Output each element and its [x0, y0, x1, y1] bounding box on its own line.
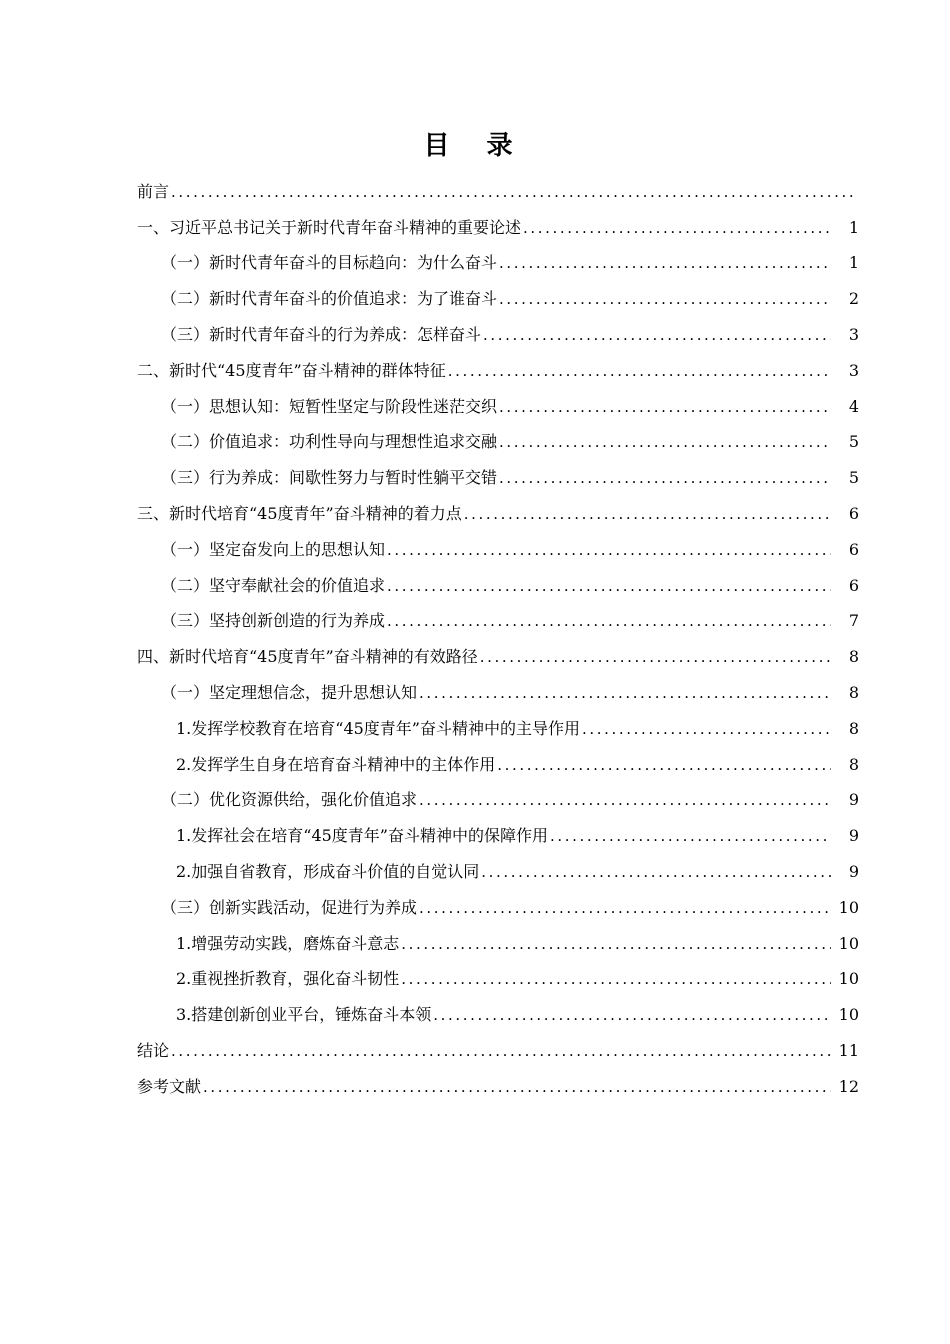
- toc-dot-leader: [387, 576, 831, 596]
- toc-page-number: 9: [848, 790, 859, 810]
- toc-page-number: 3: [848, 360, 859, 380]
- toc-page-number: 9: [848, 862, 859, 882]
- toc-page-number: 8: [848, 718, 859, 738]
- toc-entry[interactable]: [0, 639, 950, 675]
- toc-dot-leader: [499, 397, 831, 417]
- toc-page-number: 6: [848, 504, 859, 524]
- toc-entry-title: 二、新时代“45度青年”奋斗精神的群体特征: [137, 360, 446, 380]
- toc-page-number: 10: [838, 1005, 859, 1025]
- toc-page-number: 2: [848, 289, 859, 309]
- toc-entry-title: （二）新时代青年奋斗的价值追求：为了谁奋斗: [161, 289, 498, 309]
- toc-dot-leader: [499, 468, 831, 488]
- toc-dot-leader: [171, 1041, 831, 1061]
- toc-entry-title: （一）坚定理想信念，提升思想认知: [161, 683, 418, 703]
- toc-entry[interactable]: [0, 425, 950, 461]
- toc-entry[interactable]: [0, 496, 950, 532]
- toc-page-number: 3: [848, 325, 859, 345]
- toc-entry[interactable]: [0, 854, 950, 890]
- toc-entry-title: 参考文献: [137, 1076, 202, 1096]
- toc-entry[interactable]: [0, 711, 950, 747]
- toc-page-number: 11: [838, 1041, 859, 1061]
- toc-entry-title: 1.发挥社会在培育“45度青年”奋斗精神中的保障作用: [176, 826, 548, 846]
- toc-dot-leader: [419, 790, 831, 810]
- toc-dot-leader: [499, 253, 831, 273]
- toc-dot-leader: [480, 647, 831, 667]
- toc-entry-title: （二）价值追求：功利性导向与理想性追求交融: [161, 432, 498, 452]
- toc-dot-leader: [401, 934, 831, 954]
- toc-entry[interactable]: [0, 1033, 950, 1069]
- toc-entry-title: （三）行为养成：间歇性努力与暂时性躺平交错: [161, 468, 498, 488]
- toc-entry-title: 一、习近平总书记关于新时代青年奋斗精神的重要论述: [137, 217, 522, 237]
- toc-entry[interactable]: [0, 962, 950, 998]
- toc-entry-title: 三、新时代培育“45度青年”奋斗精神的着力点: [137, 504, 462, 524]
- toc-entry-title: 2.加强自省教育，形成奋斗价值的自觉认同: [176, 862, 480, 882]
- toc-dot-leader: [499, 432, 831, 452]
- toc-entry[interactable]: [0, 389, 950, 425]
- toc-dot-leader: [387, 540, 831, 560]
- toc-page-number: 8: [848, 754, 859, 774]
- toc-entry[interactable]: [0, 604, 950, 640]
- toc-entry-title: 3.搭建创新创业平台，锤炼奋斗本领: [176, 1005, 432, 1025]
- toc-entry-title: （二）优化资源供给，强化价值追求: [161, 790, 418, 810]
- toc-page-number: 8: [848, 683, 859, 703]
- toc-entry-title: （三）新时代青年奋斗的行为养成：怎样奋斗: [161, 325, 482, 345]
- toc-entry-title: （二）坚守奉献社会的价值追求: [161, 575, 386, 595]
- toc-dot-leader: [497, 755, 831, 775]
- toc-entry[interactable]: [0, 460, 950, 496]
- toc-entry[interactable]: [0, 568, 950, 604]
- toc-entry[interactable]: [0, 747, 950, 783]
- toc-dot-leader: [499, 289, 831, 309]
- toc-entry[interactable]: [0, 174, 950, 210]
- toc-entry[interactable]: [0, 783, 950, 819]
- toc-entry-title: 1.增强劳动实践，磨炼奋斗意志: [176, 933, 400, 953]
- toc-entry[interactable]: [0, 818, 950, 854]
- toc-page-number: 1: [848, 217, 859, 237]
- toc-entry-title: （三）坚持创新创造的行为养成: [161, 611, 386, 631]
- toc-page-number: 7: [848, 611, 859, 631]
- toc-page-number: 1: [848, 253, 859, 273]
- toc-entry-title: 1.发挥学校教育在培育“45度青年”奋斗精神中的主导作用: [176, 718, 580, 738]
- toc-dot-leader: [523, 218, 831, 238]
- toc-entry[interactable]: [0, 890, 950, 926]
- toc-entry-title: 结论: [137, 1041, 170, 1061]
- toc-page-number: 10: [838, 897, 859, 917]
- toc-entry-title: 2.发挥学生自身在培育奋斗精神中的主体作用: [176, 754, 496, 774]
- toc-entry-title: 四、新时代培育“45度青年”奋斗精神的有效路径: [137, 647, 478, 667]
- toc-dot-leader: [464, 504, 831, 524]
- toc-page-number: 10: [838, 933, 859, 953]
- toc-dot-leader: [401, 969, 831, 989]
- toc-entry[interactable]: [0, 353, 950, 389]
- toc-entry[interactable]: [0, 281, 950, 317]
- toc-entry[interactable]: [0, 997, 950, 1033]
- table-of-contents: [0, 174, 950, 1105]
- page-title: 目 录: [423, 131, 527, 161]
- toc-entry[interactable]: [0, 210, 950, 246]
- toc-dot-leader: [550, 826, 831, 846]
- toc-page-number: 4: [848, 396, 859, 416]
- toc-dot-leader: [448, 361, 831, 381]
- toc-page-number: 5: [848, 432, 859, 452]
- toc-entry[interactable]: [0, 246, 950, 282]
- toc-page-number: 6: [848, 575, 859, 595]
- toc-dot-leader: [433, 1005, 831, 1025]
- toc-dot-leader: [419, 898, 831, 918]
- toc-page-number: 12: [838, 1076, 859, 1096]
- toc-page-number: 10: [838, 969, 859, 989]
- toc-entry-title: （一）坚定奋发向上的思想认知: [161, 539, 386, 559]
- toc-entry-title: （一）新时代青年奋斗的目标趋向：为什么奋斗: [161, 253, 498, 273]
- toc-entry[interactable]: [0, 532, 950, 568]
- toc-dot-leader: [419, 683, 831, 703]
- toc-entry-title: 2.重视挫折教育，强化奋斗韧性: [176, 969, 400, 989]
- toc-dot-leader: [203, 1077, 831, 1097]
- toc-entry[interactable]: [0, 675, 950, 711]
- toc-entry-title: 前言: [137, 181, 170, 201]
- toc-entry[interactable]: [0, 317, 950, 353]
- toc-dot-leader: [171, 182, 857, 202]
- toc-page-number: 5: [848, 468, 859, 488]
- toc-entry[interactable]: [0, 926, 950, 962]
- toc-dot-leader: [481, 862, 831, 882]
- toc-page-number: 8: [848, 647, 859, 667]
- toc-dot-leader: [387, 611, 831, 631]
- toc-entry[interactable]: [0, 1069, 950, 1105]
- toc-dot-leader: [483, 325, 831, 345]
- toc-entry-title: （三）创新实践活动，促进行为养成: [161, 897, 418, 917]
- toc-entry-title: （一）思想认知：短暂性坚定与阶段性迷茫交织: [161, 396, 498, 416]
- toc-page-number: 6: [848, 539, 859, 559]
- toc-dot-leader: [582, 719, 831, 739]
- toc-page-number: 9: [848, 826, 859, 846]
